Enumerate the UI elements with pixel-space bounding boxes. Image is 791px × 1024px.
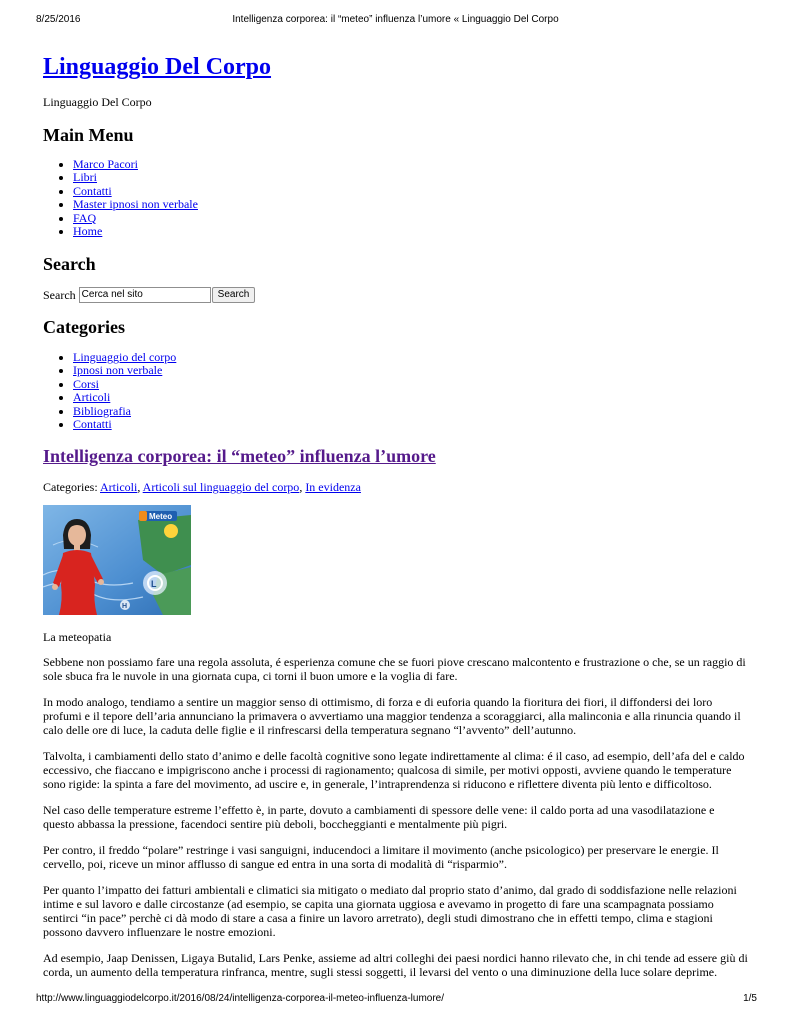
post-category-link-in-evidenza[interactable]: In evidenza bbox=[305, 480, 361, 494]
main-menu-heading: Main Menu bbox=[43, 125, 134, 145]
category-item bbox=[73, 351, 176, 364]
post-paragraph: Per quanto l’impatto dei fatturi ambientali e climatici sia mitigato o mediato dal proprio stato d’animo, dal grado di soddisfazione nelle relazioni intime e sul lavoro e dalle circostanze (ad esempio, se capita una giornata uggiosa e avevamo in progetto di fare una scampagnata possiamo sentirci “in pace” perchè ci dà modo di stare a casa a finire un lavoro arretrato), degli studi dimostrano che in effetti tempo, clima e stagioni possono davvero influenzare le nostre emozioni. bbox=[43, 883, 737, 939]
category-item bbox=[73, 405, 176, 418]
main-menu bbox=[43, 158, 198, 238]
post-paragraph: Nel caso delle temperature estreme l’effetto è, in parte, dovuto a cambiamenti di spessore delle vene: il caldo porta ad una vasodilatazione e questo abbassa la pressione, facendoci sentire più deboli, boccheggianti e mentalmente più pigri. bbox=[43, 803, 715, 831]
main-menu-item bbox=[73, 198, 198, 211]
post-categories-label: Categories: bbox=[43, 480, 98, 494]
menu-link-contatti[interactable]: Contatti bbox=[73, 183, 112, 198]
svg-text:L: L bbox=[151, 579, 157, 589]
main-menu-item bbox=[73, 185, 198, 198]
search-button[interactable]: Search bbox=[212, 287, 256, 303]
post-category-link-articoli[interactable]: Articoli bbox=[100, 480, 138, 494]
main-menu-item bbox=[73, 158, 198, 171]
main-menu-item bbox=[73, 212, 198, 225]
main-menu-item bbox=[73, 171, 198, 184]
weather-presenter-image bbox=[43, 505, 191, 615]
post-body bbox=[43, 655, 748, 991]
post-paragraph: Sebbene non possiamo fare una regola assoluta, é esperienza comune che se fuori piove crescano malcontento e frustrazione o che, se un raggio di sole sbuca fra le nuvole in una giornata cupa, ci torni il buon umore e la voglia di fare. bbox=[43, 655, 746, 683]
menu-link-marco-pacori[interactable]: Marco Pacori bbox=[73, 157, 138, 171]
print-page-title: Intelligenza corporea: il “meteo” influenza l’umore « Linguaggio Del Corpo bbox=[232, 14, 559, 25]
category-link-bibliografia[interactable]: Bibliografia bbox=[73, 403, 131, 418]
category-link-linguaggio[interactable]: Linguaggio del corpo bbox=[73, 350, 177, 364]
post-category-link-articoli-linguaggio[interactable]: Articoli sul linguaggio del corpo bbox=[142, 480, 300, 494]
post-title-link[interactable]: Intelligenza corporea: il “meteo” influenza l’umore bbox=[43, 446, 436, 466]
svg-text:H: H bbox=[122, 603, 128, 610]
svg-text:Meteo: Meteo bbox=[149, 512, 173, 521]
post-paragraph: Ad esempio, Jaap Denissen, Ligaya Butalid, Lars Penke, assieme ad altri colleghi dei paesi nordici hanno rilevato che, in chi tende ad essere giù di corda, un aumento della temperatura rinfranca, mentre, sugli stessi soggetti, il levarsi del vento o una diminuzione della luce solare deprime. bbox=[43, 951, 748, 979]
category-item bbox=[73, 391, 176, 404]
menu-link-home[interactable]: Home bbox=[73, 224, 103, 239]
category-link-corsi[interactable]: Corsi bbox=[73, 376, 100, 391]
categories-list bbox=[43, 351, 176, 431]
post-paragraph: In modo analogo, tendiamo a sentire un maggior senso di ottimismo, di forza e di euforia quando la fioritura dei fiori, il diffondersi dei loro profumi e il tepore dell’aria annunciano la primavera o avvertiamo una maggior tendenza a scoraggiarci, alla malinconia e alla rinuncia quando il calo delle ore di luce, la caduta delle figlie e il rinfrescarsi della temperatura segnano “l’avvento” dell’autunno. bbox=[43, 695, 741, 737]
post-paragraph: Talvolta, i cambiamenti dello stato d’animo e delle facoltà cognitive sono legate indirettamente al clima: é il caso, ad esempio, dell’afa del e caldo eccessivo, che fiaccano e impigriscono anche i processi di ragionamento; qualcosa di simile, per motivi opposti, avviene quando le temperature sono rigide: la spinta a fare del movimento, ad uscire e, in generale, l’intraprendenza si riducono e riflettere diventa più lento e difficoltoso. bbox=[43, 749, 745, 791]
categories-heading: Categories bbox=[43, 317, 125, 337]
category-link-ipnosi[interactable]: Ipnosi non verbale bbox=[73, 363, 163, 378]
search-form bbox=[43, 287, 255, 303]
site-tagline: Linguaggio Del Corpo bbox=[43, 95, 152, 109]
post-paragraph: Per contro, il freddo “polare” restringe i vasi sanguigni, inducendoci a limitare il movimento (anche psicologico) per preservare le energie. Il cervello, poi, riceve un minor afflusso di sangue ed entra in una sorta di modalità di “risparmio”. bbox=[43, 843, 719, 871]
print-url: http://www.linguaggiodelcorpo.it/2016/08/24/intelligenza-corporea-il-meteo-influenza-lumore/ bbox=[36, 993, 445, 1004]
site-title bbox=[43, 52, 271, 82]
image-caption: La meteopatia bbox=[43, 630, 112, 644]
search-label: Search bbox=[43, 288, 76, 302]
category-item bbox=[73, 418, 176, 431]
main-menu-item bbox=[73, 225, 198, 238]
menu-link-master-ipnosi[interactable]: Master ipnosi non verbale bbox=[73, 197, 198, 212]
search-input[interactable] bbox=[79, 287, 211, 303]
print-footer bbox=[0, 993, 791, 1007]
post-title bbox=[43, 445, 436, 467]
site-title-link[interactable]: Linguaggio Del Corpo bbox=[43, 54, 272, 80]
search-heading: Search bbox=[43, 254, 96, 274]
print-page-number: 1/5 bbox=[743, 993, 757, 1004]
category-item bbox=[73, 364, 176, 377]
print-header bbox=[0, 14, 791, 28]
menu-link-faq[interactable]: FAQ bbox=[73, 210, 97, 225]
category-link-articoli[interactable]: Articoli bbox=[73, 390, 111, 405]
print-date: 8/25/2016 bbox=[36, 14, 81, 25]
category-item bbox=[73, 378, 176, 391]
menu-link-libri[interactable]: Libri bbox=[73, 170, 97, 185]
post-categories: Categories: Articoli, Articoli sul linguaggio del corpo, In evidenza bbox=[43, 480, 361, 494]
category-link-contatti[interactable]: Contatti bbox=[73, 417, 112, 432]
